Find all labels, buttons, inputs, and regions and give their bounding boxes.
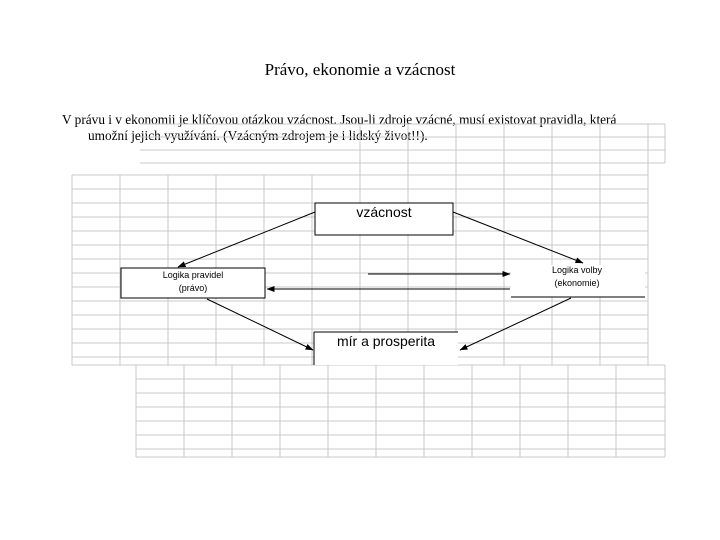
choice-logic-sublabel: (ekonomie) (554, 278, 600, 288)
arrow-choice-to-prosperity (460, 298, 571, 350)
rules-logic-sublabel: (právo) (178, 283, 208, 293)
rules-logic-label: Logika pravidel (162, 270, 224, 280)
intro-line-1: V právu i v ekonomii je klíčovou otázkou vzácnost. Jsou-li zdroje vzácné, musí existovat pravidla, která (62, 112, 617, 127)
arrow-scarcity-to-choice (453, 212, 583, 263)
intro-line-2: umožní jejich využívání. (Vzácným zdrojem je i lidský život!!). (88, 128, 428, 143)
choice-logic-label: Logika volby (551, 265, 603, 275)
page-title: Právo, ekonomie a vzácnost (264, 60, 456, 79)
peace-prosperity-label: mír a prosperita (336, 333, 436, 349)
arrow-rules-to-prosperity (207, 299, 313, 350)
scarcity-box-label: vzácnost (356, 204, 412, 220)
